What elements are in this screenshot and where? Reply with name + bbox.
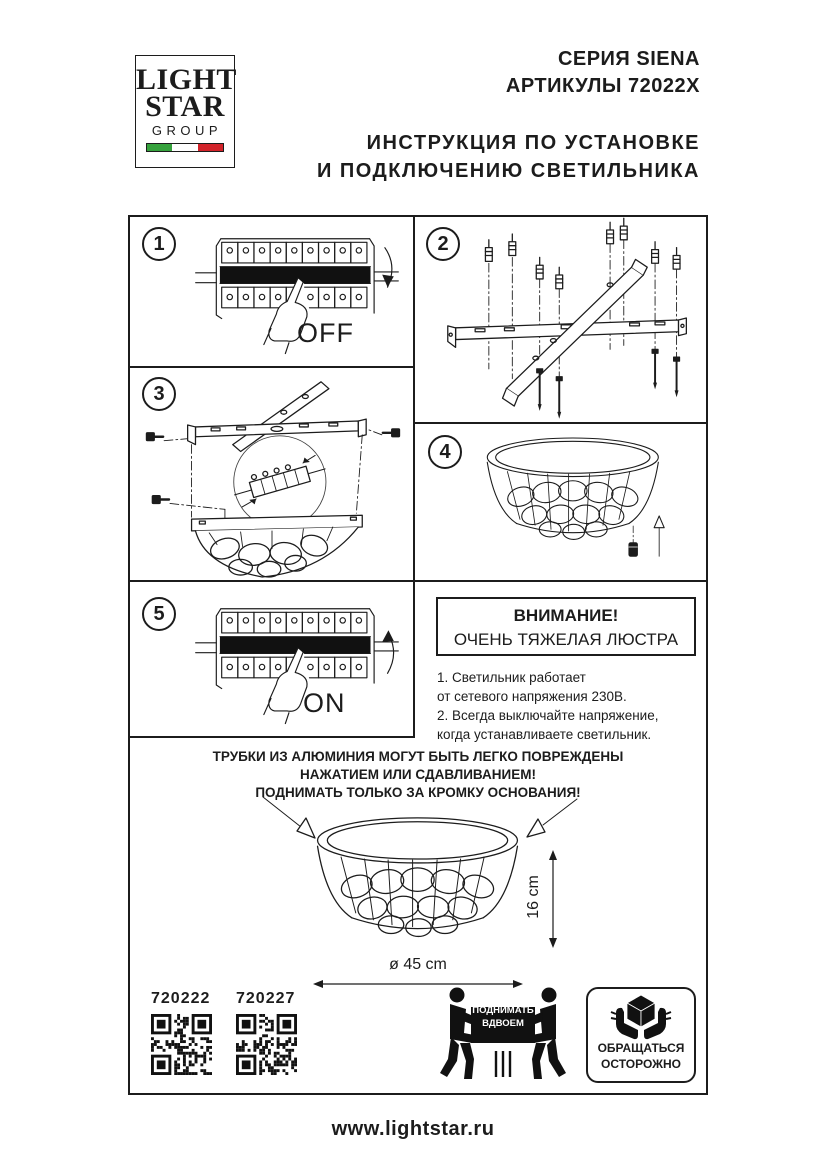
height-dimension-arrow	[546, 850, 560, 948]
lift-with-two-people-icon	[438, 985, 568, 1083]
warning-box	[436, 597, 696, 656]
aluminium-caution-text: ТРУБКИ ИЗ АЛЮМИНИЯ МОГУТ БЫТЬ ЛЕГКО ПОВРЕЖДЕНЫ НАЖАТИЕМ ИЛИ СДАВЛИВАНИЕМ! ПОДНИМАТЬ ТОЛЬКО ЗА КРОМКУ ОСНОВАНИЯ!	[212, 749, 624, 800]
logo-light: LIGHT	[136, 63, 237, 96]
height-dimension-label: 16 cm	[525, 875, 542, 919]
step-2-badge: 2	[426, 227, 460, 261]
warning-title: ВНИМАНИЕ!	[513, 606, 619, 625]
qr-code-720222	[151, 1014, 212, 1075]
mounting-bracket-diagram	[438, 222, 702, 418]
care-sign-text: ОБРАЩАТЬСЯ ОСТОРОЖНО	[597, 1041, 685, 1071]
lift-sign-text: ПОДНИМАТЬ ВДВОЕМ	[472, 1005, 534, 1029]
qr1-label: 720222	[151, 990, 211, 1007]
qr2-label: 720227	[236, 990, 296, 1007]
hands-holding-cube-icon	[608, 994, 674, 1040]
step-3-badge: 3	[142, 377, 176, 411]
step-4-badge: 4	[428, 435, 462, 469]
installation-notes: 1. Светильник работает от сетевого напряжения 230В. 2. Всегда выключайте напряжение, когда устанавливаете светильник.	[437, 670, 659, 742]
italian-flag-stripe	[146, 143, 224, 152]
logo-group: GROUP	[151, 123, 223, 138]
warning-subtitle: ОЧЕНЬ ТЯЖЕЛАЯ ЛЮСТРА	[453, 630, 679, 649]
width-dimension-label: ø 45 cm	[389, 956, 447, 973]
articles-title: АРТИКУЛЫ 72022X	[505, 75, 700, 97]
step-5-badge: 5	[142, 597, 176, 631]
header-series-block	[506, 46, 700, 100]
lightstar-logo	[135, 55, 235, 168]
website-url: www.lightstar.ru	[331, 1118, 495, 1140]
page-title: ИНСТРУКЦИЯ ПО УСТАНОВКЕ И ПОДКЛЮЧЕНИЮ СВЕТИЛЬНИКА	[316, 132, 700, 182]
logo-star: STAR	[145, 90, 225, 123]
grid-divider-vertical	[413, 215, 415, 736]
off-label: OFF	[297, 318, 354, 348]
breaker-on-diagram	[188, 598, 406, 728]
series-title: СЕРИЯ SIENA	[557, 48, 700, 70]
step-1-badge: 1	[142, 227, 176, 261]
chandelier-assembly-diagram	[134, 372, 410, 578]
chandelier-diagram	[468, 432, 686, 558]
on-label: ON	[303, 688, 346, 718]
qr-code-720227	[236, 1014, 297, 1075]
